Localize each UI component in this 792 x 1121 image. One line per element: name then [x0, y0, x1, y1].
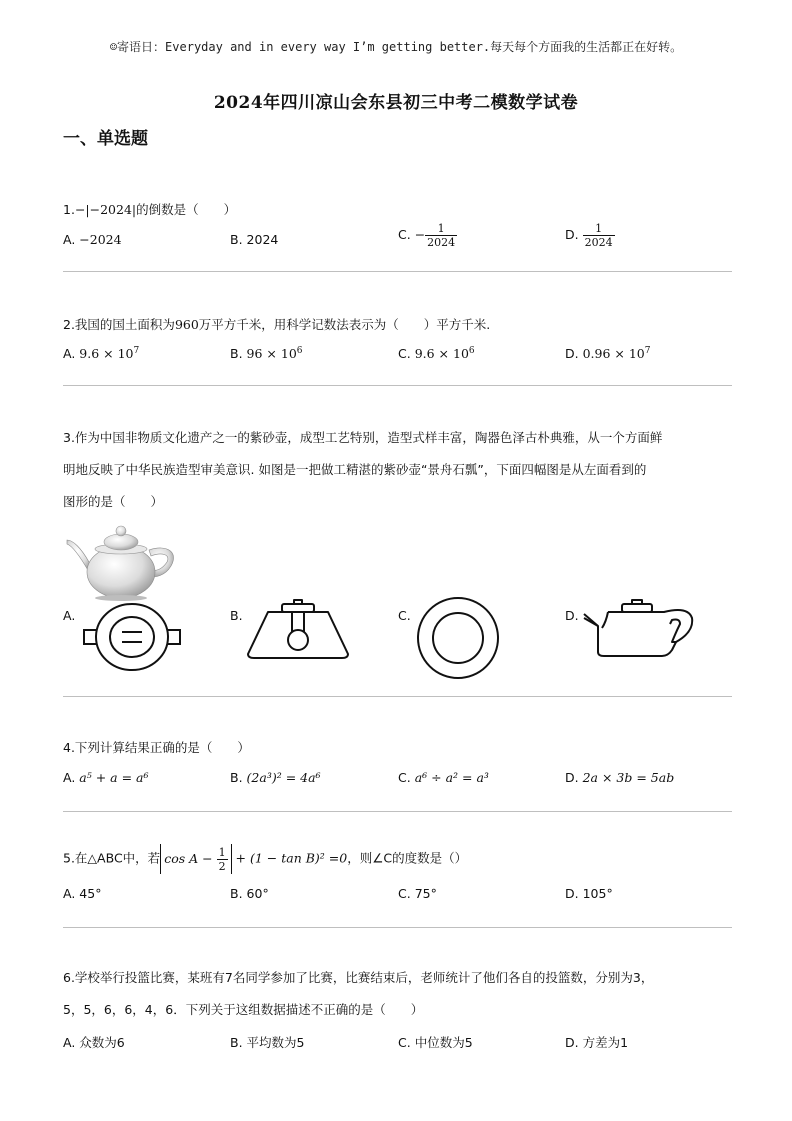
exam-title: 2024年四川凉山会东县初三中考二模数学试卷: [213, 93, 579, 113]
question-4: 4.下列计算结果正确的是（ ）: [63, 740, 250, 755]
q6-option-d[interactable]: [565, 1033, 628, 1051]
option-value: 2024: [246, 232, 279, 247]
q5-text-end: ，则∠C的度数是（）: [347, 850, 468, 866]
q4-option-b[interactable]: [230, 770, 321, 785]
option-value: 平均数为5: [246, 1035, 305, 1050]
q5-text: 5.在△ABC中，若: [63, 850, 161, 866]
fraction: [217, 846, 228, 873]
question-3: [63, 422, 731, 518]
q2-option-d[interactable]: [565, 346, 651, 361]
option-exponent: 6: [468, 346, 475, 356]
option-label: B.: [230, 886, 243, 901]
q3-line-2: 明地反映了中华民族造型审美意识. 如图是一把做工精湛的紫砂壶“景舟石瓢”，下面四幅图是从左面看到的: [63, 462, 647, 477]
q5-option-c[interactable]: [398, 886, 437, 901]
option-label: D.: [565, 886, 579, 901]
divider: [63, 927, 732, 928]
q3-option-c-label[interactable]: C.: [398, 608, 411, 623]
q3-option-d-figure[interactable]: [580, 598, 694, 660]
teapot-image: [63, 514, 181, 602]
option-value: 2a × 3b = 5ab: [582, 770, 675, 785]
option-label: B.: [230, 232, 243, 247]
option-value: 9.6 × 10: [414, 346, 469, 362]
q1-option-b[interactable]: [230, 232, 278, 247]
option-value: 方差为1: [582, 1035, 629, 1050]
option-value: 96 × 10: [246, 346, 297, 362]
option-value: −2024: [79, 232, 122, 247]
option-value: (2a³)² = 4a⁶: [246, 770, 321, 785]
q1-option-a[interactable]: [63, 232, 122, 247]
q1-prefix: 1.: [63, 202, 75, 217]
q5-option-d[interactable]: [565, 886, 613, 901]
option-value: 众数为6: [79, 1035, 125, 1050]
option-label: A.: [63, 346, 76, 362]
q6-option-c[interactable]: [398, 1033, 473, 1051]
option-label: D.: [565, 346, 579, 362]
divider: [63, 811, 732, 812]
q2-option-c[interactable]: [398, 346, 475, 361]
fraction-numerator: 1: [437, 222, 445, 235]
option-label: C.: [398, 227, 411, 242]
q4-option-c[interactable]: [398, 770, 489, 785]
option-label: C.: [398, 770, 411, 785]
q6-line-2: 5，5，6，6，4，6．下列关于这组数据描述不正确的是（ ）: [63, 1002, 424, 1017]
q5-option-b[interactable]: [230, 886, 269, 901]
option-label: A.: [63, 1035, 76, 1050]
q3-option-d-label[interactable]: D.: [565, 608, 579, 623]
q4-option-d[interactable]: [565, 770, 674, 785]
fraction: [425, 222, 457, 249]
option-exponent: 6: [296, 346, 303, 356]
fraction-numerator: 1: [595, 222, 603, 235]
q6-option-a[interactable]: [63, 1033, 125, 1051]
q3-line-3: 图形的是（ ）: [63, 494, 164, 509]
q1-option-c[interactable]: [398, 222, 457, 249]
option-label: D.: [565, 1035, 579, 1050]
motto-line: ☺寄语日：Everyday and in every way I’m getting better.每天每个方面我的生活都正在好转。: [109, 40, 683, 54]
fraction-denominator: 2024: [427, 236, 456, 249]
option-label: C.: [398, 1035, 411, 1050]
q2-option-a[interactable]: [63, 346, 139, 361]
option-value: a⁶ ÷ a² = a³: [414, 770, 489, 785]
fraction: [583, 222, 615, 249]
option-label: A.: [63, 770, 76, 785]
option-value: 9.6 × 10: [79, 346, 134, 362]
option-sign: −: [414, 227, 426, 242]
option-exponent: 7: [644, 346, 651, 356]
question-6: [63, 962, 731, 1026]
option-value: a⁵ + a = a⁶: [79, 770, 149, 785]
fraction-numerator: 1: [218, 846, 226, 859]
option-value: 45°: [79, 886, 102, 901]
option-label: A.: [63, 886, 76, 901]
section-heading: 一、单选题: [63, 129, 148, 149]
q2-text: 2.我国的国土面积为: [63, 317, 175, 332]
option-exponent: 7: [133, 346, 140, 356]
option-label: B.: [230, 770, 243, 785]
q5-equation: + (1 − tan B)² =0: [235, 850, 348, 866]
question-5: [63, 844, 467, 874]
q3-option-b-figure[interactable]: [246, 598, 350, 662]
q3-line-1: 3.作为中国非物质文化遗产之一的紫砂壶，成型工艺特别，造型式样丰富，陶器色泽古朴典雅，从一个方面鲜: [63, 430, 663, 445]
q1-suffix: 的倒数是（ ）: [136, 202, 237, 217]
divider: [63, 385, 732, 386]
option-value: 0.96 × 10: [582, 346, 645, 362]
question-2: [63, 315, 490, 333]
q3-option-b-label[interactable]: B.: [230, 608, 243, 623]
fraction-denominator: 2: [218, 860, 226, 873]
q6-line-1: 6.学校举行投篮比赛，某班有7名同学参加了比赛，比赛结束后，老师统计了他们各自的投篮数，分别为3，: [63, 970, 654, 985]
option-label: B.: [230, 346, 243, 362]
q4-option-a[interactable]: [63, 770, 149, 785]
option-label: D.: [565, 770, 579, 785]
option-value: 60°: [246, 886, 269, 901]
q3-option-c-figure[interactable]: [416, 596, 500, 680]
option-label: D.: [565, 227, 579, 242]
option-label: C.: [398, 886, 411, 901]
q2-number: 960: [174, 317, 199, 332]
q2-text-end: 万平方千米，用科学记数法表示为（ ）平方千米.: [198, 317, 491, 332]
fraction-denominator: 2024: [584, 236, 613, 249]
q5-option-a[interactable]: [63, 886, 101, 901]
option-value: 75°: [414, 886, 437, 901]
question-1: [63, 200, 236, 218]
option-label: C.: [398, 346, 411, 362]
q1-option-d[interactable]: [565, 222, 615, 249]
option-label: B.: [230, 1035, 243, 1050]
q5-abs-content: cos A −: [164, 851, 213, 866]
q6-option-b[interactable]: [230, 1033, 305, 1051]
option-value: 105°: [582, 886, 613, 901]
q1-expression: −|−2024|: [74, 202, 137, 217]
q5-absolute-expression: [160, 844, 231, 874]
q3-option-a-figure[interactable]: [80, 600, 184, 678]
option-value: 中位数为5: [414, 1035, 473, 1050]
q2-option-b[interactable]: [230, 346, 303, 361]
divider: [63, 696, 732, 697]
divider: [63, 271, 732, 272]
q3-option-a-label[interactable]: A.: [63, 608, 76, 623]
option-label: A.: [63, 232, 76, 247]
